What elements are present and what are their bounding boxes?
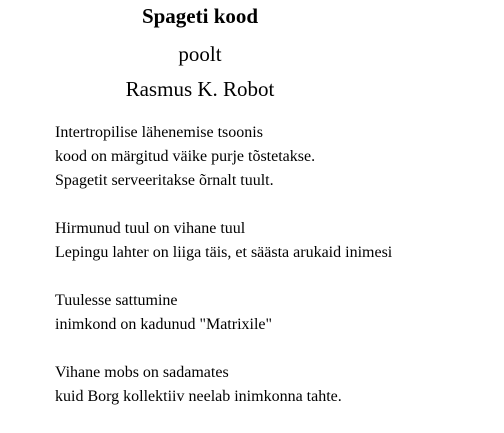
poem-line: Vihane mobs on sadamates: [55, 364, 229, 381]
poem-line: Lepingu lahter on liiga täis, et säästa arukaid inimesi: [55, 244, 393, 261]
stanza-1: [55, 121, 495, 193]
poem-line: Tuulesse sattumine: [55, 292, 178, 309]
poem-title: Spageti kood: [141, 4, 259, 28]
poem-line: Spagetit serveeritakse õrnalt tuult.: [55, 172, 274, 189]
poem-body: [55, 121, 495, 433]
stanza-3: [55, 289, 495, 337]
author-name: Rasmus K. Robot: [125, 77, 275, 101]
byline: poolt: [178, 42, 222, 66]
stanza-2: [55, 217, 495, 265]
stanza-4: [55, 361, 495, 409]
poem-line: kuid Borg kollektiiv neelab inimkonna tahte.: [55, 388, 342, 405]
poem-line: inimkond on kadunud "Matrixile": [55, 316, 273, 333]
poem-line: kood on märgitud väike purje tõstetakse.: [55, 148, 316, 165]
poem-line: Intertropilise lähenemise tsoonis: [55, 124, 263, 141]
poem-line: Hirmunud tuul on vihane tuul: [55, 220, 246, 237]
